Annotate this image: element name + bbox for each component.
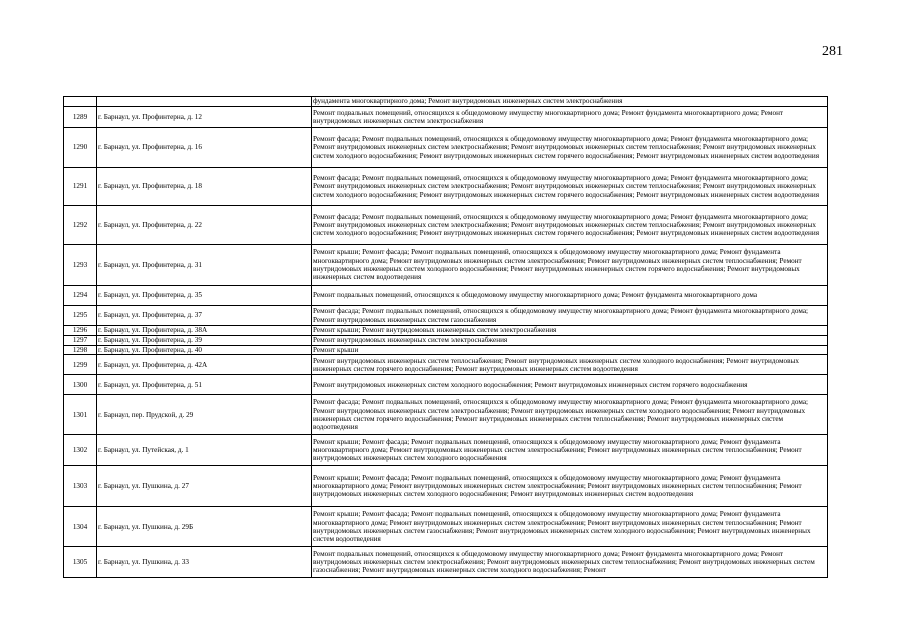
row-address: г. Барнаул, ул. Профинтерна, д. 16 [97,128,312,168]
row-works: Ремонт крыши; Ремонт фасада; Ремонт подвальных помещений, относящихся к общедомовому имуществу многоквартирного дома; Ремонт фундамента многоквартирного дома; Ремонт внутридомовых инженерных систем электроснабжения; Ремонт внутридомовых инженерных систем теплоснабжения; Ремонт внутридомовых инженерных систем холодного водоснабжения; Ремонт внутридомовых инженерных систем водоотведения [312,466,828,507]
row-works: Ремонт подвальных помещений, относящихся к общедомовому имуществу многоквартирного дома; Ремонт фундамента многоквартирного дома; Ремонт внутридомовых инженерных систем электроснабжения; Ремонт внутридомовых инженерных систем теплоснабжения; Ремонт внутридомовых инженерных систем газоснабжения; Ремонт внутридомовых инженерных систем холодного водоснабжения; Ремонт [312,547,828,578]
row-works: Ремонт фасада; Ремонт подвальных помещений, относящихся к общедомовому имуществу многоквартирного дома; Ремонт фундамента многоквартирного дома; Ремонт внутридомовых инженерных систем электроснабжения; Ремонт внутридомовых инженерных систем теплоснабжения; Ремонт внутридомовых инженерных систем холодного водоснабжения; Ремонт внутридомовых инженерных систем горячего водоснабжения; Ремонт внутридомовых инженерных систем водоотведения [312,168,828,206]
row-address: г. Барнаул, ул. Пушкина, д. 27 [97,466,312,507]
row-address: г. Барнаул, ул. Профинтерна, д. 12 [97,107,312,128]
table-row [64,128,828,168]
row-address: г. Барнаул, ул. Профинтерна, д. 51 [97,375,312,395]
table-row [64,355,828,375]
row-works: Ремонт фасада; Ремонт подвальных помещений, относящихся к общедомовому имуществу многоквартирного дома; Ремонт фундамента многоквартирного дома; Ремонт внутридомовых инженерных систем газоснабжения [312,306,828,326]
row-address: г. Барнаул, ул. Профинтерна, д. 40 [97,346,312,355]
table-row [64,375,828,395]
row-address: г. Барнаул, ул. Профинтерна, д. 42А [97,355,312,375]
row-works: Ремонт фасада; Ремонт подвальных помещений, относящихся к общедомовому имуществу многоквартирного дома; Ремонт фундамента многоквартирного дома; Ремонт внутридомовых инженерных систем электроснабжения; Ремонт внутридомовых инженерных систем теплоснабжения; Ремонт внутридомовых инженерных систем холодного водоснабжения; Ремонт внутридомовых инженерных систем горячего водоснабжения; Ремонт внутридомовых инженерных систем водоотведения [312,128,828,168]
row-number: 1305 [64,547,97,578]
table-row [64,466,828,507]
row-works: Ремонт подвальных помещений, относящихся к общедомовому имуществу многоквартирного дома; Ремонт фундамента многоквартирного дома; Ремонт внутридомовых инженерных систем электроснабжения [312,107,828,128]
row-address [97,97,312,107]
page-number: 281 [822,44,843,59]
row-works: Ремонт крыши; Ремонт фасада; Ремонт подвальных помещений, относящихся к общедомовому имуществу многоквартирного дома; Ремонт фундамента многоквартирного дома; Ремонт внутридомовых инженерных систем электроснабжения; Ремонт внутридомовых инженерных систем теплоснабжения; Ремонт внутридомовых инженерных систем газоснабжения; Ремонт внутридомовых инженерных систем холодного водоснабжения; Ремонт внутридомовых инженерных систем водоотведения [312,507,828,547]
row-number: 1299 [64,355,97,375]
row-number: 1304 [64,507,97,547]
row-number: 1302 [64,435,97,466]
table-row [64,286,828,306]
row-number: 1301 [64,395,97,435]
row-address: г. Барнаул, ул. Профинтерна, д. 35 [97,286,312,306]
table-row [64,206,828,245]
row-works: Ремонт фасада; Ремонт подвальных помещений, относящихся к общедомовому имуществу многоквартирного дома; Ремонт фундамента многоквартирного дома; Ремонт внутридомовых инженерных систем электроснабжения; Ремонт внутридомовых инженерных систем теплоснабжения; Ремонт внутридомовых инженерных систем холодного водоснабжения; Ремонт внутридомовых инженерных систем горячего водоснабжения; Ремонт внутридомовых инженерных систем водоотведения [312,206,828,245]
row-works: Ремонт крыши; Ремонт фасада; Ремонт подвальных помещений, относящихся к общедомовому имуществу многоквартирного дома; Ремонт фундамента многоквартирного дома; Ремонт внутридомовых инженерных систем электроснабжения; Ремонт внутридомовых инженерных систем теплоснабжения; Ремонт внутридомовых инженерных систем холодного водоснабжения; Ремонт внутридомовых инженерных систем горячего водоснабжения; Ремонт внутридомовых инженерных систем водоотведения [312,245,828,286]
row-works: фундамента многоквартирного дома; Ремонт внутридомовых инженерных систем электроснабжения [312,97,828,107]
table-row [64,306,828,326]
row-number: 1294 [64,286,97,306]
row-works: Ремонт крыши [312,346,828,355]
row-number [64,97,97,107]
row-address: г. Барнаул, ул. Профинтерна, д. 31 [97,245,312,286]
table-row [64,395,828,435]
table-body [64,97,828,578]
table-row [64,168,828,206]
row-address: г. Барнаул, ул. Пушкина, д. 29Б [97,507,312,547]
row-number: 1292 [64,206,97,245]
table-row [64,107,828,128]
table-row [64,507,828,547]
row-number: 1300 [64,375,97,395]
row-works: Ремонт крыши; Ремонт фасада; Ремонт подвальных помещений, относящихся к общедомовому имуществу многоквартирного дома; Ремонт фундамента многоквартирного дома; Ремонт внутридомовых инженерных систем электроснабжения; Ремонт внутридомовых инженерных систем теплоснабжения; Ремонт внутридомовых инженерных систем холодного водоснабжения [312,435,828,466]
row-address: г. Барнаул, ул. Профинтерна, д. 37 [97,306,312,326]
row-address: г. Барнаул, пер. Прудской, д. 29 [97,395,312,435]
table-row [64,346,828,355]
row-works: Ремонт фасада; Ремонт подвальных помещений, относящихся к общедомовому имуществу многоквартирного дома; Ремонт фундамента многоквартирного дома; Ремонт внутридомовых инженерных систем электроснабжения; Ремонт внутридомовых инженерных систем холодного водоснабжения; Ремонт внутридомовых инженерных систем горячего водоснабжения; Ремонт внутридомовых инженерных систем теплоснабжения; Ремонт внутридомовых инженерных систем водоотведения [312,395,828,435]
table-row [64,336,828,346]
row-address: г. Барнаул, ул. Профинтерна, д. 18 [97,168,312,206]
row-number: 1293 [64,245,97,286]
row-works: Ремонт внутридомовых инженерных систем холодного водоснабжения; Ремонт внутридомовых инженерных систем горячего водоснабжения [312,375,828,395]
row-works: Ремонт подвальных помещений, относящихся к общедомовому имуществу многоквартирного дома; Ремонт фундамента многоквартирного дома [312,286,828,306]
row-number: 1291 [64,168,97,206]
row-address: г. Барнаул, ул. Путейская, д. 1 [97,435,312,466]
table-row [64,547,828,578]
row-number: 1296 [64,326,97,336]
table-row [64,245,828,286]
table-row [64,97,828,107]
row-address: г. Барнаул, ул. Пушкина, д. 33 [97,547,312,578]
row-number: 1289 [64,107,97,128]
row-number: 1295 [64,306,97,326]
row-address: г. Барнаул, ул. Профинтерна, д. 39 [97,336,312,346]
table-row [64,435,828,466]
row-works: Ремонт крыши; Ремонт внутридомовых инженерных систем электроснабжения [312,326,828,336]
row-works: Ремонт внутридомовых инженерных систем электроснабжения [312,336,828,346]
row-number: 1303 [64,466,97,507]
row-number: 1298 [64,346,97,355]
row-address: г. Барнаул, ул. Профинтерна, д. 22 [97,206,312,245]
row-works: Ремонт внутридомовых инженерных систем теплоснабжения; Ремонт внутридомовых инженерных систем холодного водоснабжения; Ремонт внутридомовых инженерных систем горячего водоснабжения; Ремонт внутридомовых инженерных систем водоотведения [312,355,828,375]
row-number: 1290 [64,128,97,168]
table-row [64,326,828,336]
row-address: г. Барнаул, ул. Профинтерна, д. 38А [97,326,312,336]
row-number: 1297 [64,336,97,346]
repair-program-table [63,96,828,578]
